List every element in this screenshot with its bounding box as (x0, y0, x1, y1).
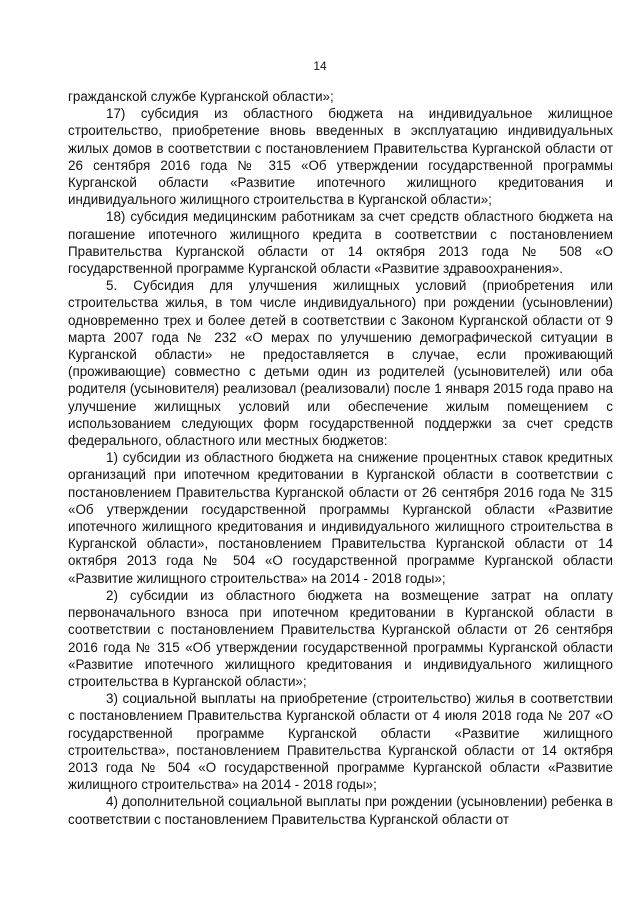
paragraph-section-5: 5. Субсидия для улучшения жилищных условий (приобретения или строительства жилья, в том числе индивидуального) при рождении (усыновлении) одновременно трех и более детей в соответствии с Законом Курганской области от 9 марта 2007 года № 232 «О мерах по улучшению демографической ситуации в Курганской области» не предоставляется в случае, если проживающий (проживающие) совместно с детьми один из родителей (усыновителей) или оба родителя (усыновителя) реализовал (реализовали) после 1 января 2015 года право на улучшение жилищных условий или обеспечение жилым помещением с использованием следующих форм государственной поддержки за счет средств федерального, областного или местных бюджетов: (68, 278, 613, 449)
paragraph-subitem-4: 4) дополнительной социальной выплаты при рождении (усыновлении) ребенка в соответствии с постановлением Правительства Курганской области от (68, 794, 613, 827)
paragraph-item-18: 18) субсидия медицинским работникам за счет средств областного бюджета на погашение ипотечного жилищного кредита в соответствии с постановлением Правительства Курганской области от 14 октября 2013 года № 508 «О государственной программе Курганской области «Развитие здравоохранения». (68, 209, 613, 277)
paragraph-item-17: 17) субсидия из областного бюджета на индивидуальное жилищное строительство, приобретение вновь введенных в эксплуатацию индивидуальных жилых домов в соответствии с постановлением Правительства Курганской области от 26 сентября 2016 года № 315 «Об утверждении государственной программы Курганской области «Развитие ипотечного жилищного кредитования и индивидуального жилищного строительства в Курганской области»; (68, 106, 613, 208)
paragraph-subitem-1: 1) субсидии из областного бюджета на снижение процентных ставок кредитных организаций при ипотечном кредитовании в Курганской области в соответствии с постановлением Правительства Курганской области от 26 сентября 2016 года № 315 «Об утверждении государственной программы Курганской области «Развитие ипотечного жилищного кредитования и индивидуального жилищного строительства в Курганской области», постановлением Правительства Курганской области от 14 октября 2013 года № 504 «О государственной программе Курганской области «Развитие жилищного строительства» на 2014 - 2018 годы»; (68, 450, 613, 586)
paragraph-continuation: гражданской службе Курганской области»; (68, 89, 334, 104)
paragraph-subitem-2: 2) субсидии из областного бюджета на возмещение затрат на оплату первоначального взноса при ипотечном кредитовании в Курганской области в соответствии с постановлением Правительства Курганской области от 26 сентября 2016 года № 315 «Об утверждении государственной программы Курганской области «Развитие ипотечного жилищного кредитования и индивидуального жилищного строительства в Курганской области»; (68, 587, 613, 689)
paragraph-subitem-3: 3) социальной выплаты на приобретение (строительство) жилья в соответствии с постановлением Правительства Курганской области от 4 июля 2018 года № 207 «О государственной программе Курганской области «Развитие жилищного строительства», постановлением Правительства Курганской области от 14 октября 2013 года № 504 «О государственной программе Курганской области «Развитие жилищного строительства» на 2014 - 2018 годы»; (68, 691, 613, 793)
page-number: 14 (313, 59, 327, 73)
document-body (68, 88, 613, 828)
